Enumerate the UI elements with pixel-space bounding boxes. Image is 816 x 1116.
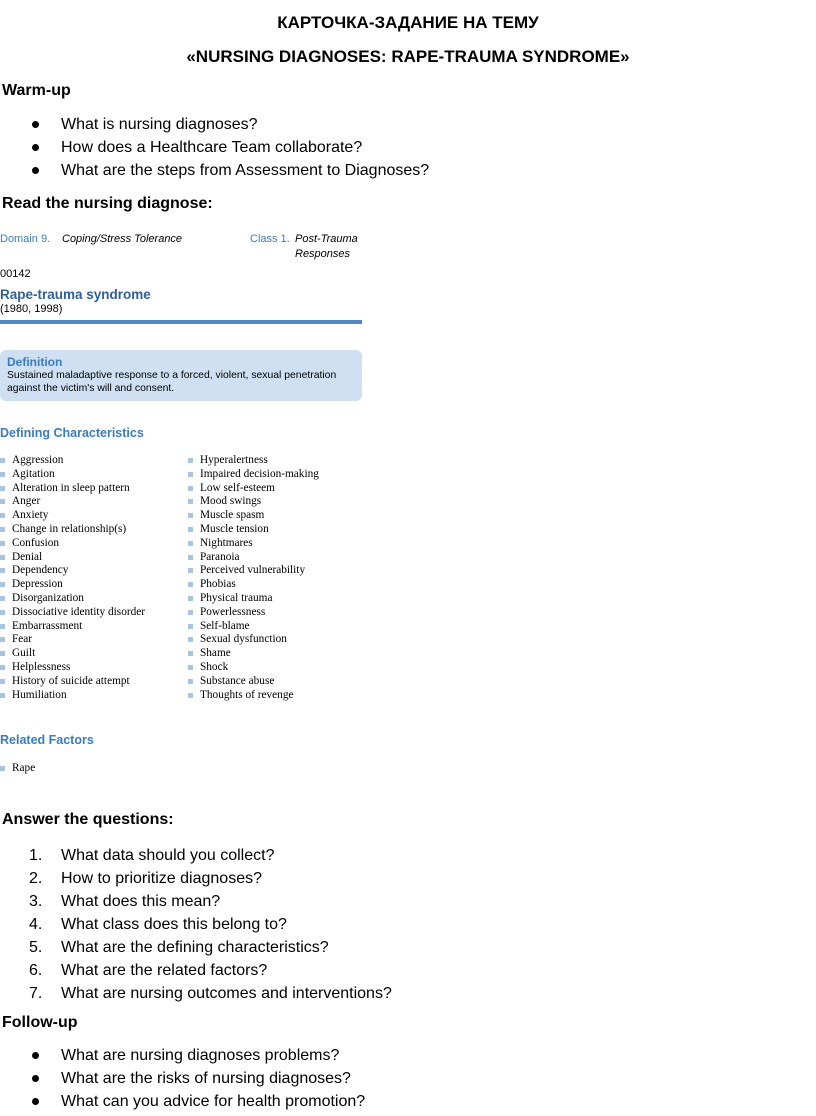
square-bullet-icon: [188, 458, 193, 463]
definition-line1: Sustained maladaptive response to a forced, violent, sexual penetration: [7, 370, 337, 381]
warmup-heading: Warm-up: [2, 82, 71, 99]
characteristic-item: Embarrassment: [0, 620, 145, 634]
square-bullet-icon: [0, 499, 5, 504]
list-item: What are the risks of nursing diagnoses?: [0, 1067, 365, 1090]
square-bullet-icon: [0, 568, 5, 573]
class-label: Class 1.: [250, 233, 290, 245]
square-bullet-icon: [188, 568, 193, 573]
warmup-list: [0, 113, 429, 182]
characteristic-item: Agitation: [0, 468, 145, 482]
square-bullet-icon: [188, 472, 193, 477]
square-bullet-icon: [0, 582, 5, 587]
square-bullet-icon: [188, 527, 193, 532]
defining-list-left: [0, 454, 145, 702]
defining-list-right: [188, 454, 319, 702]
characteristic-item: Change in relationship(s): [0, 523, 145, 537]
square-bullet-icon: [188, 637, 193, 642]
square-bullet-icon: [188, 541, 193, 546]
characteristic-item: Confusion: [0, 537, 145, 551]
list-item: 4. What class does this belong to?: [29, 916, 287, 933]
diagnosis-name: Rape-trauma syndrome: [0, 287, 151, 302]
characteristic-item: Fear: [0, 633, 145, 647]
list-item: 6. What are the related factors?: [29, 962, 268, 979]
answer-list: [0, 844, 392, 1005]
square-bullet-icon: [0, 458, 5, 463]
domain-label: Domain 9.: [0, 233, 51, 245]
characteristic-item: Hyperalertness: [188, 454, 319, 468]
characteristic-item: Powerlessness: [188, 606, 319, 620]
square-bullet-icon: [0, 679, 5, 684]
list-item: What is nursing diagnoses?: [0, 113, 429, 136]
square-bullet-icon: [188, 693, 193, 698]
square-bullet-icon: [0, 555, 5, 560]
characteristic-item: Paranoia: [188, 551, 319, 565]
list-item: What are nursing diagnoses problems?: [0, 1044, 365, 1067]
characteristic-item: Dependency: [0, 564, 145, 578]
characteristic-item: Substance abuse: [188, 675, 319, 689]
square-bullet-icon: [188, 679, 193, 684]
list-item: 3. What does this mean?: [29, 893, 221, 910]
square-bullet-icon: [0, 527, 5, 532]
list-item: 2. How to prioritize diagnoses?: [29, 870, 262, 887]
characteristic-item: Anxiety: [0, 509, 145, 523]
square-bullet-icon: [0, 541, 5, 546]
square-bullet-icon: [188, 596, 193, 601]
square-bullet-icon: [188, 513, 193, 518]
list-item: 1. What data should you collect?: [29, 847, 275, 864]
characteristic-item: Impaired decision-making: [188, 468, 319, 482]
characteristic-item: Denial: [0, 551, 145, 565]
class-value-line1: Post-Trauma: [295, 233, 358, 245]
divider: [0, 320, 362, 324]
square-bullet-icon: [0, 610, 5, 615]
defining-heading: Defining Characteristics: [0, 426, 144, 440]
read-heading: Read the nursing diagnose:: [2, 195, 213, 212]
bullet-icon: [32, 1052, 39, 1059]
list-item: What are the steps from Assessment to Diagnoses?: [0, 159, 429, 182]
characteristic-item: Shock: [188, 661, 319, 675]
square-bullet-icon: [0, 637, 5, 642]
characteristic-item: Phobias: [188, 578, 319, 592]
square-bullet-icon: [188, 582, 193, 587]
characteristic-item: Mood swings: [188, 495, 319, 509]
characteristic-item: Self-blame: [188, 620, 319, 634]
list-item: 7. What are nursing outcomes and interventions?: [29, 985, 392, 1002]
diagnosis-years: (1980, 1998): [0, 303, 63, 315]
square-bullet-icon: [188, 486, 193, 491]
bullet-icon: [32, 1075, 39, 1082]
list-item: How does a Healthcare Team collaborate?: [0, 136, 429, 159]
square-bullet-icon: [188, 624, 193, 629]
bullet-icon: [32, 167, 39, 174]
characteristic-item: Guilt: [0, 647, 145, 661]
bullet-icon: [32, 1098, 39, 1105]
characteristic-item: Sexual dysfunction: [188, 633, 319, 647]
definition-line2: against the victim's will and consent.: [7, 383, 175, 394]
characteristic-item: Humiliation: [0, 689, 145, 703]
characteristic-item: Disorganization: [0, 592, 145, 606]
characteristic-item: Helplessness: [0, 661, 145, 675]
square-bullet-icon: [0, 513, 5, 518]
related-heading: Related Factors: [0, 733, 94, 747]
domain-value: Coping/Stress Tolerance: [62, 233, 183, 245]
square-bullet-icon: [0, 693, 5, 698]
characteristic-item: Dissociative identity disorder: [0, 606, 145, 620]
square-bullet-icon: [188, 499, 193, 504]
diagnosis-panel: [0, 228, 370, 788]
square-bullet-icon: [0, 596, 5, 601]
characteristic-item: Depression: [0, 578, 145, 592]
square-bullet-icon: [188, 555, 193, 560]
square-bullet-icon: [0, 472, 5, 477]
characteristic-item: History of suicide attempt: [0, 675, 145, 689]
related-list: [0, 762, 35, 776]
characteristic-item: Anger: [0, 495, 145, 509]
page-title: КАРТОЧКА-ЗАДАНИЕ НА ТЕМУ: [277, 13, 539, 32]
square-bullet-icon: [0, 624, 5, 629]
characteristic-item: Nightmares: [188, 537, 319, 551]
characteristic-item: Rape: [0, 762, 35, 776]
answer-heading: Answer the questions:: [2, 811, 174, 828]
bullet-icon: [32, 144, 39, 151]
square-bullet-icon: [0, 486, 5, 491]
characteristic-item: Shame: [188, 647, 319, 661]
square-bullet-icon: [0, 651, 5, 656]
class-value-line2: Responses: [295, 248, 351, 260]
characteristic-item: Aggression: [0, 454, 145, 468]
definition-heading: Definition: [7, 355, 63, 369]
square-bullet-icon: [188, 665, 193, 670]
list-item: What can you advice for health promotion?: [0, 1090, 365, 1113]
diagnosis-code: 00142: [0, 268, 31, 280]
characteristic-item: Alteration in sleep pattern: [0, 482, 145, 496]
followup-list: [0, 1044, 365, 1113]
bullet-icon: [32, 121, 39, 128]
characteristic-item: Thoughts of revenge: [188, 689, 319, 703]
list-item: 5. What are the defining characteristics?: [29, 939, 329, 956]
page-subtitle: «NURSING DIAGNOSES: RAPE-TRAUMA SYNDROME»: [186, 47, 630, 66]
characteristic-item: Muscle spasm: [188, 509, 319, 523]
square-bullet-icon: [0, 766, 5, 771]
square-bullet-icon: [188, 651, 193, 656]
followup-heading: Follow-up: [2, 1014, 78, 1031]
square-bullet-icon: [188, 610, 193, 615]
square-bullet-icon: [0, 665, 5, 670]
characteristic-item: Low self-esteem: [188, 482, 319, 496]
characteristic-item: Physical trauma: [188, 592, 319, 606]
characteristic-item: Muscle tension: [188, 523, 319, 537]
characteristic-item: Perceived vulnerability: [188, 564, 319, 578]
